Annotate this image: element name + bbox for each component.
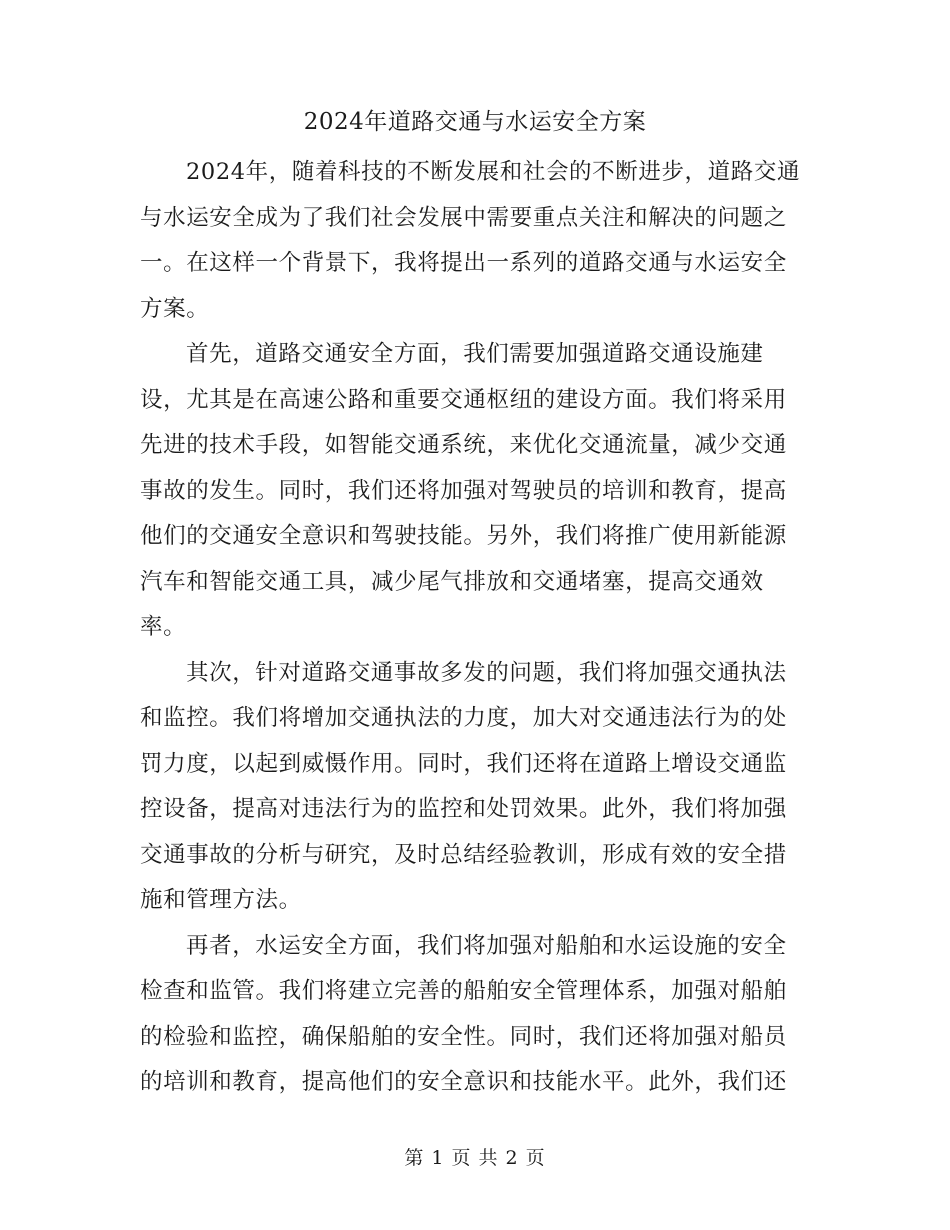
paragraph-intro: 2024年，随着科技的不断发展和社会的不断进步，道路交通与水运安全成为了我们社会发展中需要重点关注和解决的问题之一。在这样一个背景下，我将提出一系列的道路交通与水运安全方案。 [140,159,801,322]
page-number-footer: 第 1 页 共 2 页 [404,1147,546,1169]
paragraph-water-safety: 再者，水运安全方面，我们将加强对船舶和水运设施的安全检查和监管。我们将建立完善的船舶安全管理体系，加强对船舶的检验和监控，确保船舶的安全性。同时，我们还将加强对船员的培训和教育，提高他们的安全意识和技能水平。此外，我们还 [140,932,787,1095]
paragraph-road-safety: 首先，道路交通安全方面，我们需要加强道路交通设施建设，尤其是在高速公路和重要交通枢纽的建设方面。我们将采用先进的技术手段，如智能交通系统，来优化交通流量，减少交通事故的发生。同时，我们还将加强对驾驶员的培训和教育，提高他们的交通安全意识和驾驶技能。另外，我们将推广使用新能源汽车和智能交通工具，减少尾气排放和交通堵塞，提高交通效率。 [140,341,787,640]
paragraph-enforcement: 其次，针对道路交通事故多发的问题，我们将加强交通执法和监控。我们将增加交通执法的力度，加大对交通违法行为的处罚力度，以起到威慑作用。同时，我们还将在道路上增设交通监控设备，提高对违法行为的监控和处罚效果。此外，我们将加强交通事故的分析与研究，及时总结经验教训，形成有效的安全措施和管理方法。 [140,659,787,913]
document-body [140,150,808,1106]
document-title: 2024年道路交通与水运安全方案 [303,109,647,135]
